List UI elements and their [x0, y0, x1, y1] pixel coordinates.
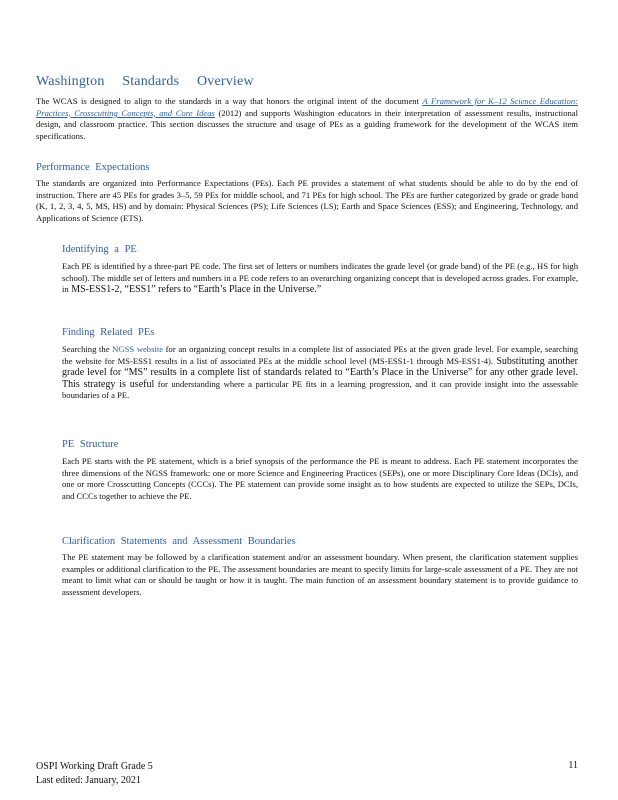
section-heading-finding-related-pes: Finding Related PEs — [62, 327, 155, 338]
intro-paragraph — [36, 96, 578, 142]
finding-related-pes-paragraph — [62, 344, 578, 402]
performance-expectations-paragraph: The standards are organized into Performance Expectations (PEs). Each PE provides a statement of what students should be able to do by the end of instruction. There are 45 PEs for grades 3–5, 59 PEs for middle school, and 71 PEs for high school. The PEs are further categorized by grade or grade band (K, 1, 2, 3, 4, 5, MS, HS) and by domain: Physical Sciences (PS); Life Sciences (LS); Earth and Space Sciences (ESS); and Engineering, Technology, and Applications of Science (ETS). — [36, 178, 578, 223]
identifying-text: Each PE is identified by a three-part PE code. The first set of letters or numbers indicates the grade level (or grade band) of the PE (e.g., HS for high school). The middle set of letters and numbers in a PE code refers to an overarching organizing concept that is developed across grades. For example, in — [62, 261, 578, 295]
section-heading-performance-expectations: Performance Expectations — [36, 162, 150, 173]
pe-structure-paragraph: Each PE starts with the PE statement, which is a brief synopsis of the performance the PE is meant to address. Each PE statement incorporates the three dimensions of the NGSS framework: one or more Science and Engineering Practices (SEPs), one or more Disciplinary Core Ideas (DCIs), and one or more Crosscutting Concepts (CCCs). The PE statement can provide some insight as to how students are expected to utilize the SEPs, DCIs, and CCCs together to achieve the PE. — [62, 456, 578, 501]
footer — [36, 760, 153, 788]
footer-last-edited: Last edited: January, 2021 — [36, 775, 141, 786]
intro-text-2: (2012) and supports Washington educators in their interpretation of assessment results, instructional design, and classroom practice. This section discusses the structure and usage of PEs as a guiding framework for the development of the WCAS item specifications. — [36, 107, 578, 141]
clarification-paragraph: The PE statement may be followed by a clarification statement and/or an assessment boundary. When present, the clarification statement supplies examples or additional clarification to the PE. The assessment boundaries are meant to specify limits for large-scale assessment of a PE. They are not meant to limit what can or should be taught or how it is taught. The main function of an assessment boundary statement is to provide guidance to assessment developers. — [62, 552, 578, 597]
finding-text-3: for understanding where a particular PE fits in a learning progression, and it can provide insight into the assessable boundaries of a PE. — [62, 378, 578, 401]
section-heading-identifying-pe: Identifying a PE — [62, 244, 137, 255]
finding-text-2: for an organizing concept results in a complete list of associated PEs at the given grade level. For example, searching the website for MS-ESS1 results in a list of associated PEs at the middle school level (MS-ESS1-1 through MS-ESS1-4). — [62, 344, 578, 366]
framework-link[interactable]: A Framework for K–12 Science Education: Practices, Crosscutting Concepts, and Core Ideas — [36, 96, 578, 118]
footer-draft-label: OSPI Working Draft Grade 5 — [36, 761, 153, 772]
section-heading-pe-structure: PE Structure — [62, 439, 119, 450]
ngss-website-link[interactable]: NGSS website — [112, 344, 164, 354]
page-number: 11 — [568, 760, 578, 771]
section-heading-clarification-statements: Clarification Statements and Assessment Boundaries — [62, 536, 296, 547]
intro-text-1: The WCAS is designed to align to the standards in a way that honors the original intent of the document — [36, 96, 423, 106]
finding-strategy-text: Substituting another grade level for “MS” results in a complete list of standards related to “Earth’s Place in the Universe” for any other grade level. This strategy is useful — [62, 355, 578, 390]
page-title: Washington Standards Overview — [36, 74, 254, 89]
finding-text-1: Searching the — [62, 344, 113, 354]
identifying-example-text: MS-ESS1-2, “ESS1” refers to “Earth’s Place in the Universe.” — [68, 284, 322, 296]
identifying-pe-paragraph — [62, 261, 578, 296]
